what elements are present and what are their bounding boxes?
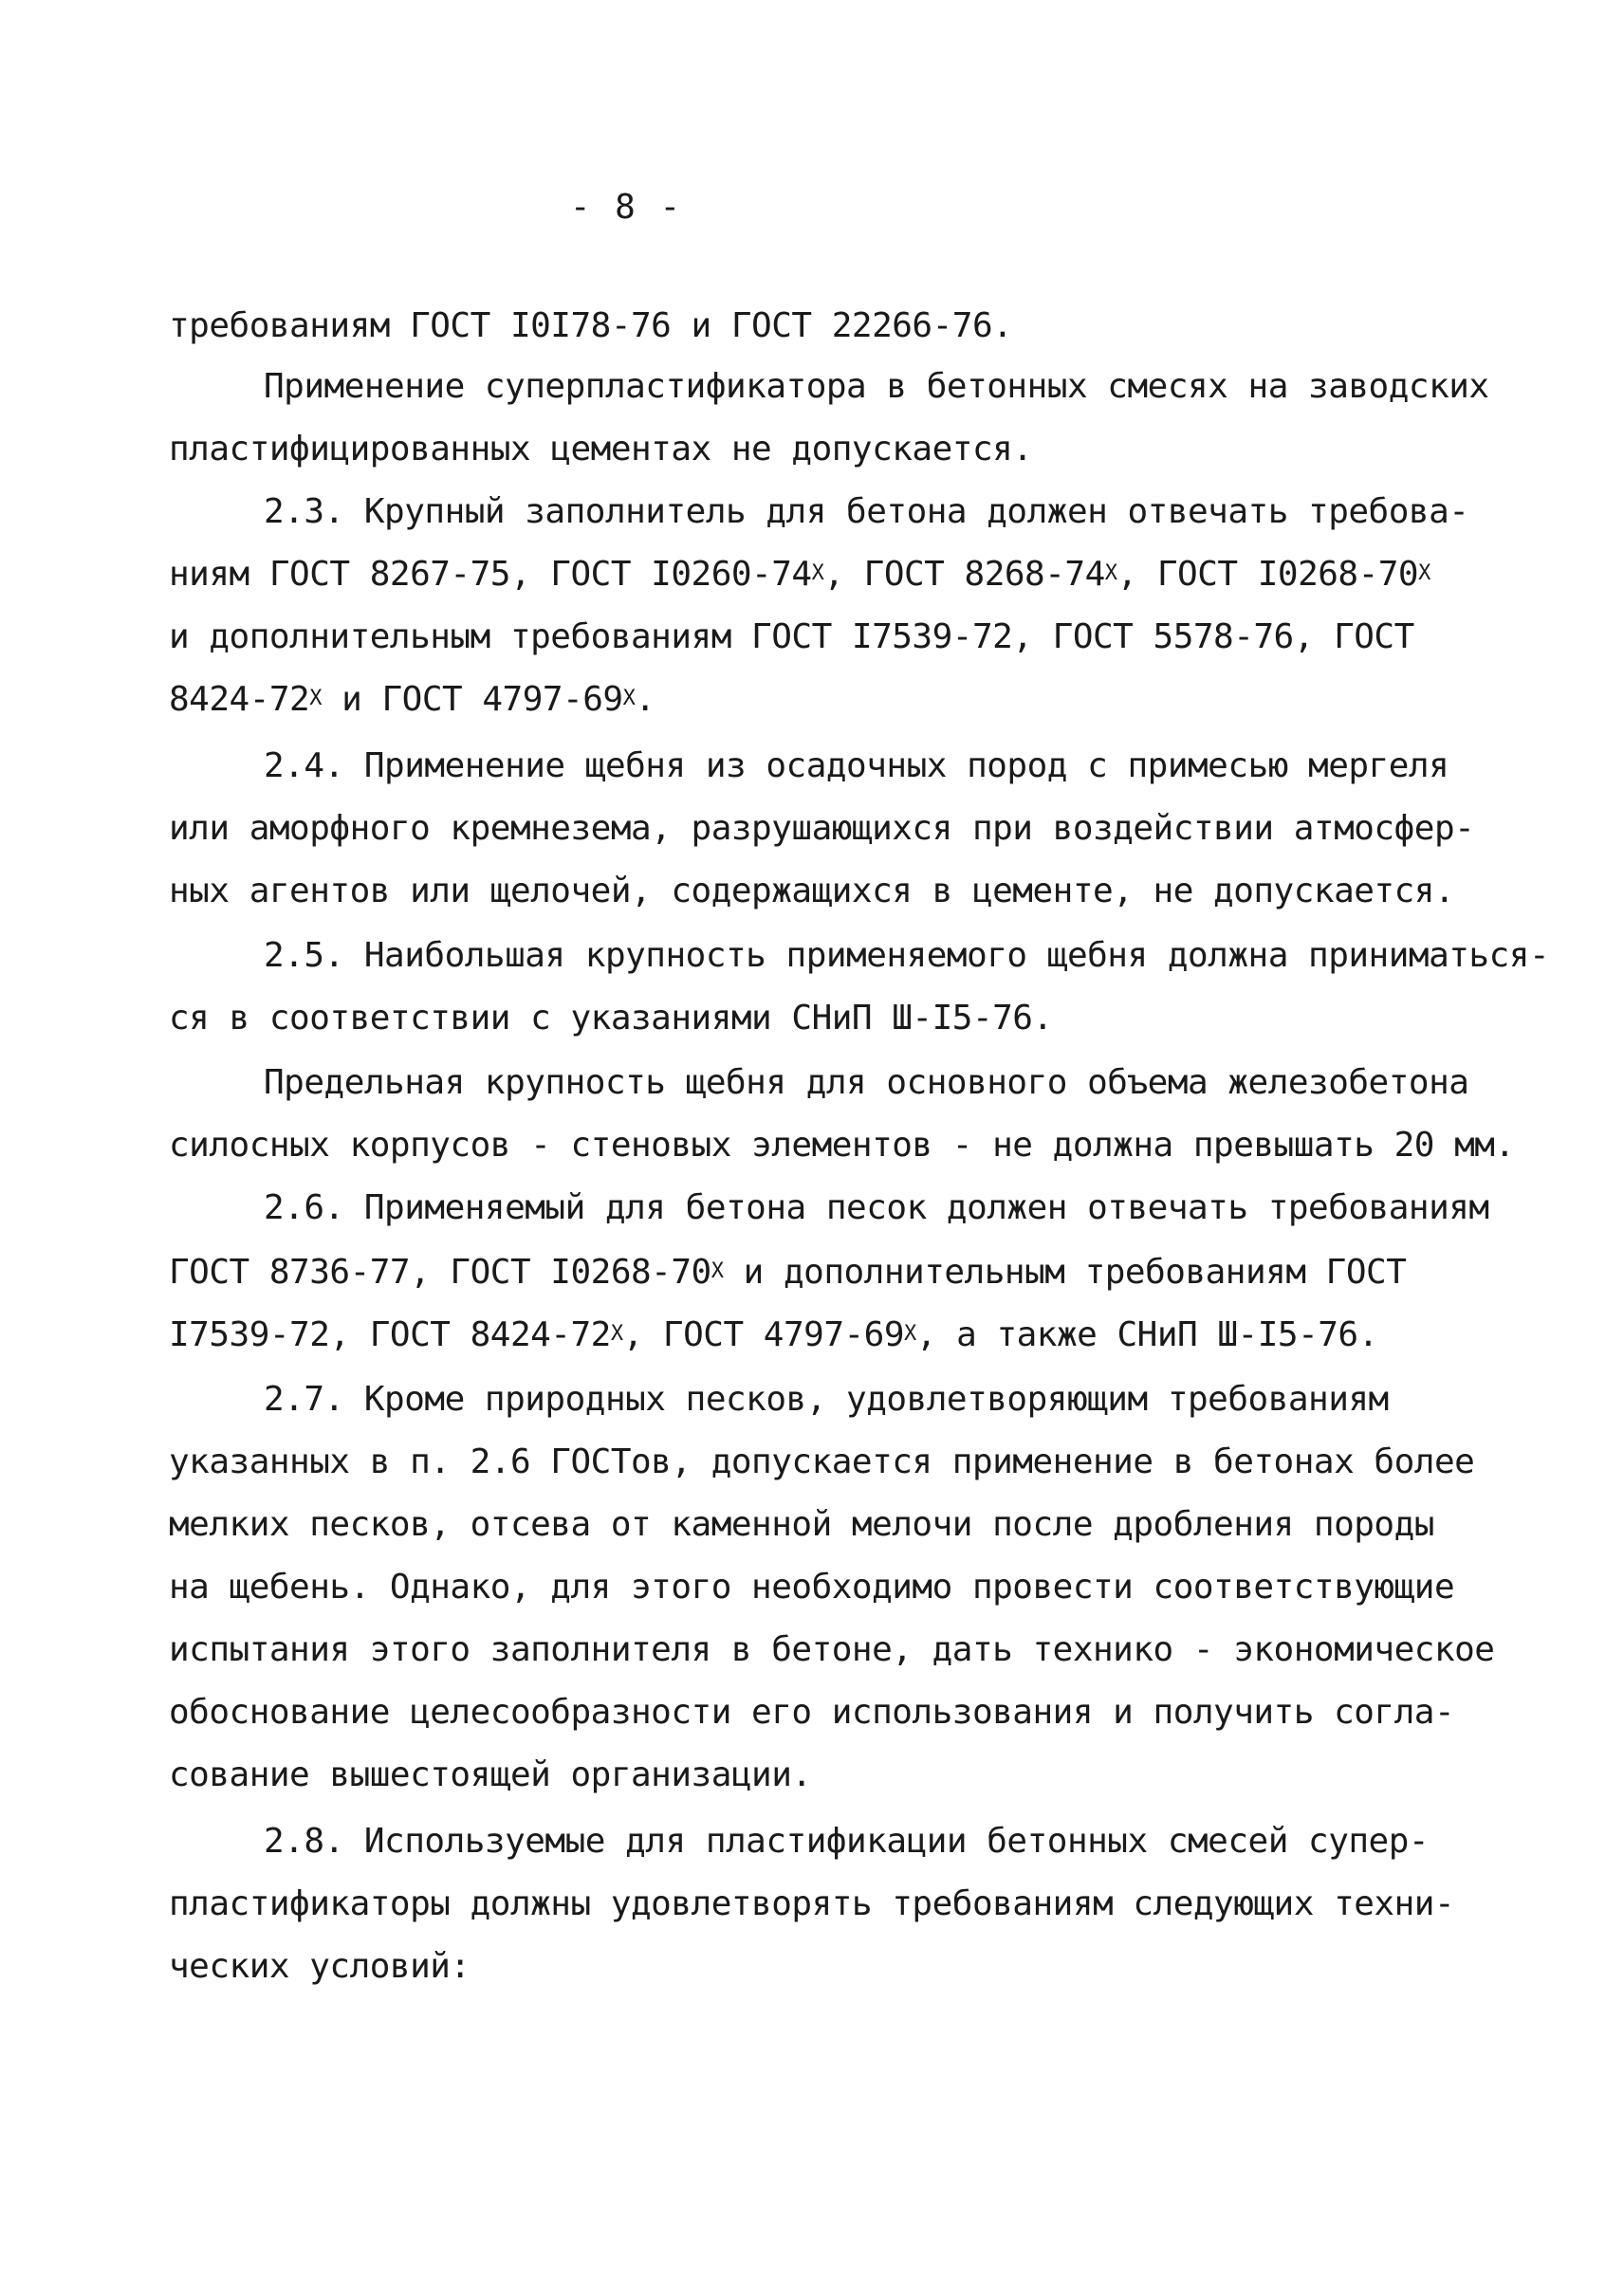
text-line: ческих условий:: [169, 1947, 471, 1986]
text-line: $8424-72^X$ и ГОСТ $4797-69^X$.: [169, 680, 655, 719]
section-2-6-heading-line: 2.6. Применяемый для бетона песок должен отвечать требованиям: [264, 1188, 1489, 1227]
section-2-4-heading-line: 2.4. Применение щебня из осадочных пород с примесью мергеля: [264, 746, 1449, 785]
text-line: обоснование целесообразности его использования и получить согла-: [169, 1693, 1455, 1732]
text-line: испытания этого заполнителя в бетоне, дать технико - экономическое: [169, 1630, 1495, 1669]
text-line: и дополнительным требованиям ГОСТ I7539-72, ГОСТ 5578-76, ГОСТ: [169, 617, 1414, 656]
text-line: Предельная крупность щебня для основного объема железобетона: [264, 1063, 1469, 1102]
page-number: - 8 -: [569, 188, 683, 227]
text-line: I7539-72, ГОСТ $8424-72^X$, ГОСТ $4797-69^X$, а также СНиП Ш-I5-76.: [169, 1315, 1378, 1354]
section-2-8-heading-line: 2.8. Используемые для пластификации бетонных смесей супер-: [264, 1822, 1430, 1861]
text-line: ных агентов или щелочей, содержащихся в цементе, не допускается.: [169, 872, 1455, 910]
text-line: на щебень. Однако, для этого необходимо провести соответствующие: [169, 1568, 1455, 1607]
text-line: силосных корпусов - стеновых элементов - не должна превышать 20 мм.: [169, 1126, 1515, 1165]
section-2-7-heading-line: 2.7. Кроме природных песков, удовлетворяющим требованиям: [264, 1380, 1389, 1419]
text-line: пластификаторы должны удовлетворять требованиям следующих техни-: [169, 1884, 1455, 1923]
section-2-3-heading-line: 2.3. Крупный заполнитель для бетона должен отвечать требова-: [264, 492, 1469, 531]
text-line: ниям ГОСТ 8267-75, ГОСТ $I0260-74^X$, ГОСТ $8268-74^X$, ГОСТ $I0268-70^X$: [169, 555, 1430, 594]
text-line: мелких песков, отсева от каменной мелочи после дробления породы: [169, 1505, 1434, 1544]
text-line: указанных в п. 2.6 ГОСТов, допускается применение в бетонах более: [169, 1442, 1475, 1481]
section-2-5-heading-line: 2.5. Наибольшая крупность применяемого щебня должна приниматься-: [264, 936, 1550, 975]
text-line: ся в соответствии с указаниями СНиП Ш-I5-76.: [169, 999, 1053, 1038]
text-line: сование вышестоящей организации.: [169, 1755, 812, 1794]
text-line: требованиям ГОСТ I0I78-76 и ГОСТ 22266-76.: [169, 306, 1013, 345]
text-line: ГОСТ 8736-77, ГОСТ $I0268-70^X$ и дополнительным требованиям ГОСТ: [169, 1253, 1407, 1292]
text-line: Применение суперпластификатора в бетонных смесях на заводских: [264, 367, 1489, 406]
text-line: или аморфного кремнезема, разрушающихся при воздействии атмосфер-: [169, 809, 1475, 848]
text-line: пластифицированных цементах не допускается.: [169, 430, 1033, 468]
